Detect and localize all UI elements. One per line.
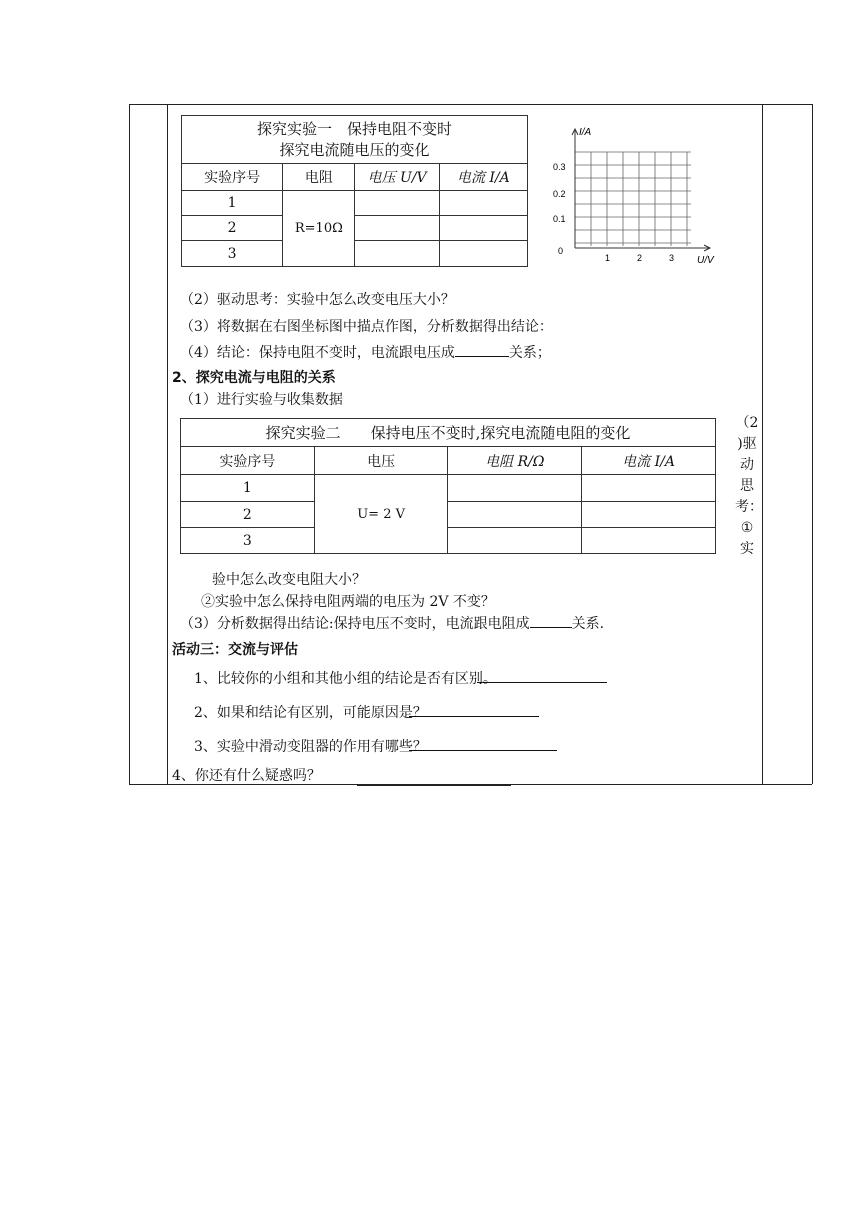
question-change-resistance: 验中怎么改变电阻大小？ <box>212 572 366 588</box>
current-cell[interactable] <box>582 502 716 528</box>
y-tick-label: 0.3 <box>553 162 566 172</box>
trial-number: 3 <box>182 241 283 267</box>
resistance-cell[interactable] <box>448 528 582 554</box>
activity3-item2-text: 2、如果和结论有区别，可能原因是？ <box>194 705 427 721</box>
header-trial: 实验序号 <box>182 164 283 191</box>
experiment1-title <box>182 116 528 164</box>
trial-number: 3 <box>181 528 315 554</box>
activity3-item4: 4、你还有什么疑惑吗？ <box>172 768 321 784</box>
trial-number: 2 <box>181 502 315 528</box>
header-voltage: 电压 <box>314 447 448 475</box>
conclusion-resistance <box>180 613 604 633</box>
y-tick-label: 0.1 <box>553 214 566 224</box>
frame-col-divider-left <box>167 104 168 784</box>
voltage-cell[interactable] <box>355 191 439 216</box>
activity3-item1-text: 1、比较你的小组和其他小组的结论是否有区别。 <box>194 671 497 687</box>
side-note-char: 动 <box>740 457 754 473</box>
experiment1-table <box>181 115 528 267</box>
current-cell[interactable] <box>439 241 527 267</box>
x-tick-label: 3 <box>669 253 675 263</box>
question-plot-graph: （3）将数据在右图坐标图中描点作图，分析数据得出结论： <box>180 319 553 335</box>
activity3-item3-blank[interactable] <box>409 738 557 751</box>
activity3-item3 <box>194 736 557 756</box>
current-cell[interactable] <box>582 528 716 554</box>
resistance-cell[interactable] <box>448 502 582 528</box>
voltage-cell[interactable] <box>355 241 439 267</box>
activity3-item1 <box>194 668 607 688</box>
experiment1-title-line2: 探究电流随电压的变化 <box>279 140 430 159</box>
graph-axes <box>572 129 710 251</box>
resistance-cell[interactable] <box>448 475 582 502</box>
activity3-item2-blank[interactable] <box>409 704 539 717</box>
y-axis-label: I/A <box>579 127 592 138</box>
side-note-char: )驱 <box>737 436 757 452</box>
side-note-char: 实 <box>740 541 754 557</box>
section2-heading: 2、探究电流与电阻的关系 <box>172 370 336 386</box>
current-cell[interactable] <box>439 216 527 241</box>
iu-graph <box>548 120 728 270</box>
header-current: 电流 I/A <box>439 164 527 191</box>
question-keep-voltage: ②实验中怎么保持电阻两端的电压为 2V 不变？ <box>201 594 495 610</box>
activity3-item4-blank[interactable] <box>357 785 511 786</box>
x-tick-label: 2 <box>637 253 643 263</box>
activity3-item1-blank[interactable] <box>477 670 607 683</box>
header-resistance: 电阻 <box>283 164 355 191</box>
y-tick-label: 0.2 <box>553 189 566 199</box>
header-trial: 实验序号 <box>181 447 315 475</box>
conclusion-voltage-suffix: 关系； <box>508 345 551 361</box>
origin-label: 0 <box>558 246 564 256</box>
trial-number: 1 <box>181 475 315 502</box>
graph-grid <box>575 152 691 246</box>
resistance-value: R=10Ω <box>283 191 355 267</box>
conclusion-voltage-text: （4）结论：保持电阻不变时，电流跟电压成 <box>180 345 455 361</box>
side-note-char: ① <box>740 520 754 536</box>
section2-sub1: （1）进行实验与收集数据 <box>180 392 343 408</box>
trial-number: 2 <box>182 216 283 241</box>
frame-left <box>129 104 130 784</box>
experiment1-title-line1: 探究实验一 保持电阻不变时 <box>256 119 452 138</box>
frame-col-divider-right <box>762 104 763 784</box>
side-note-char: 考： <box>735 499 763 515</box>
trial-number: 1 <box>182 191 283 216</box>
frame-right <box>812 104 813 784</box>
voltage-value: U= 2 V <box>314 475 448 554</box>
side-note-char: 思 <box>740 478 754 494</box>
x-tick-label: 1 <box>605 253 611 263</box>
activity3-item2 <box>194 702 539 722</box>
current-cell[interactable] <box>439 191 527 216</box>
side-note <box>735 413 763 560</box>
x-axis-label: U/V <box>697 255 714 266</box>
question-change-voltage: （2）驱动思考：实验中怎么改变电压大小？ <box>180 292 455 308</box>
current-cell[interactable] <box>582 475 716 502</box>
conclusion-voltage-blank[interactable] <box>455 344 509 357</box>
conclusion-resistance-text: （3）分析数据得出结论:保持电压不变时，电流跟电阻成 <box>180 616 530 632</box>
voltage-cell[interactable] <box>355 216 439 241</box>
experiment2-title: 探究实验二 保持电压不变时,探究电流随电阻的变化 <box>181 419 716 447</box>
activity3-item3-text: 3、实验中滑动变阻器的作用有哪些？ <box>194 739 427 755</box>
conclusion-resistance-suffix: 关系. <box>571 616 605 632</box>
frame-top <box>129 104 812 105</box>
side-note-char: （2 <box>735 415 759 431</box>
header-current: 电流 I/A <box>582 447 716 475</box>
experiment2-table <box>180 418 716 554</box>
conclusion-voltage <box>180 342 551 362</box>
activity3-heading: 活动三：交流与评估 <box>172 642 298 658</box>
conclusion-resistance-blank[interactable] <box>530 615 572 628</box>
header-voltage: 电压 U/V <box>355 164 439 191</box>
header-resistance: 电阻 R/Ω <box>448 447 582 475</box>
